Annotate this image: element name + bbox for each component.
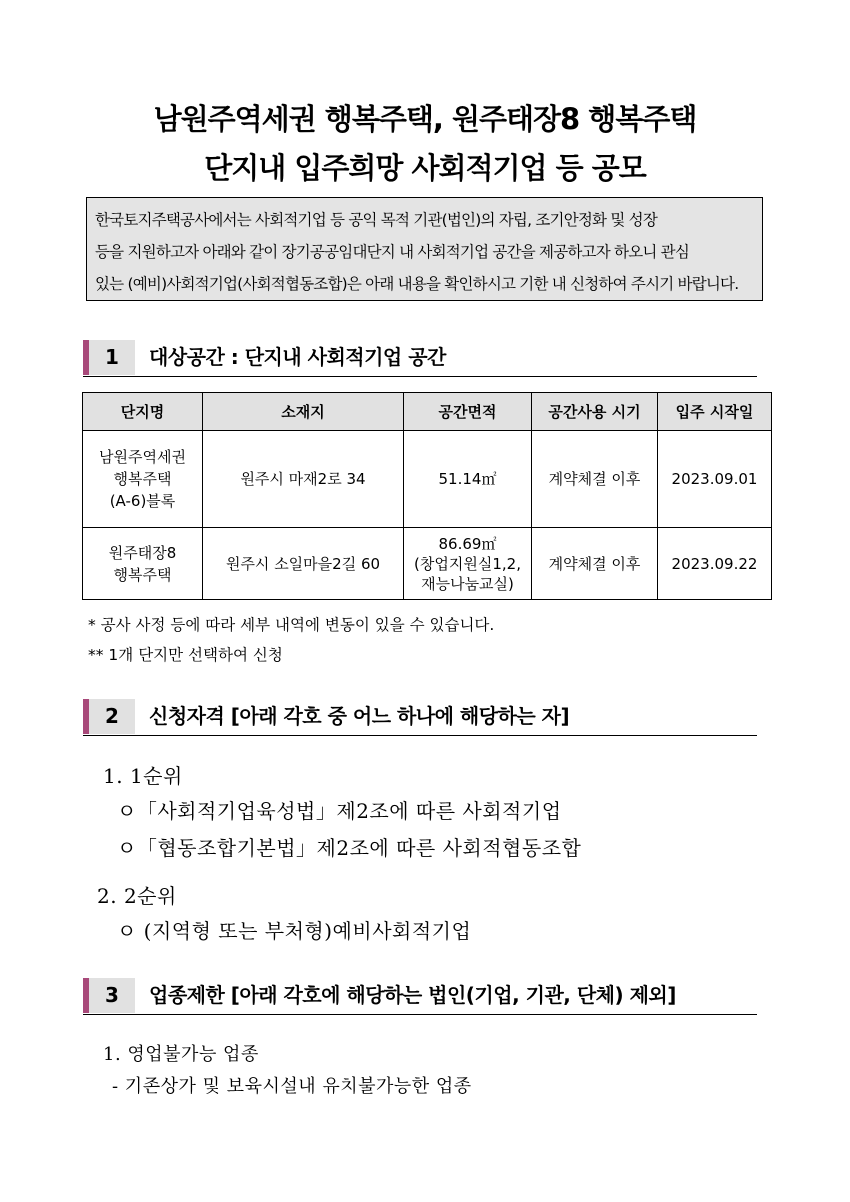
table-row	[83, 528, 772, 600]
section-number: 2	[83, 699, 135, 734]
complex-name-cell: 남원주역세권 행복주택 (A-6)블록	[83, 431, 203, 528]
column-header: 입주 시작일	[658, 393, 772, 431]
table-row	[83, 431, 772, 528]
target-space-table	[82, 392, 772, 600]
document-title-line2: 단지내 입주희망 사회적기업 등 공모	[204, 151, 646, 185]
section-2-header	[83, 699, 757, 736]
usage-period-cell: 계약체결 이후	[532, 431, 658, 528]
complex-name-cell: 원주태장8 행복주택	[83, 528, 203, 600]
section-3-header	[83, 978, 757, 1015]
table-note: * 공사 사정 등에 따라 세부 내역에 변동이 있을 수 있습니다.	[88, 616, 495, 634]
qualification-item: ㅇ「사회적기업육성법」제2조에 따른 사회적기업	[117, 799, 562, 823]
address-cell: 원주시 마재2로 34	[203, 431, 404, 528]
intro-box	[86, 197, 763, 301]
column-header: 소재지	[203, 393, 404, 431]
restriction-item: - 기존상가 및 보육시설내 유치불가능한 업종	[112, 1076, 472, 1097]
restriction-item: 1. 영업불가능 업종	[103, 1044, 259, 1065]
section-title: 업종제한 [아래 각호에 해당하는 법인(기업, 기관, 단체) 제외]	[149, 983, 676, 1007]
section-number: 1	[83, 340, 135, 375]
move-in-date-cell: 2023.09.01	[658, 431, 772, 528]
intro-line: 등을 지원하고자 아래와 같이 장기공공임대단지 내 사회적기업 공간을 제공하고자 하오니 관심	[95, 243, 690, 261]
move-in-date-cell: 2023.09.22	[658, 528, 772, 600]
column-header: 단지명	[83, 393, 203, 431]
section-1-header	[83, 340, 757, 377]
qualification-item: ㅇ (지역형 또는 부처형)예비사회적기업	[117, 919, 472, 943]
column-header: 공간면적	[404, 393, 532, 431]
section-title: 신청자격 [아래 각호 중 어느 하나에 해당하는 자]	[149, 704, 570, 728]
intro-line: 있는 (예비)사회적기업(사회적협동조합)은 아래 내용을 확인하시고 기한 내 신청하여 주시기 바랍니다.	[95, 275, 739, 293]
column-header: 공간사용 시기	[532, 393, 658, 431]
table-note: ** 1개 단지만 선택하여 신청	[88, 646, 283, 664]
section-title: 대상공간 : 단지내 사회적기업 공간	[149, 345, 446, 369]
usage-period-cell: 계약체결 이후	[532, 528, 658, 600]
area-cell: 51.14㎡	[404, 431, 532, 528]
section-number: 3	[83, 978, 135, 1013]
qualification-item: ㅇ「협동조합기본법」제2조에 따른 사회적협동조합	[117, 836, 582, 860]
table-header-row	[83, 393, 772, 431]
area-cell: 86.69㎡ (창업지원실1,2, 재능나눔교실)	[404, 528, 532, 600]
qualification-item: 1. 1순위	[103, 764, 183, 788]
document-title-line1: 남원주역세권 행복주택, 원주태장8 행복주택	[153, 102, 697, 136]
address-cell: 원주시 소일마을2길 60	[203, 528, 404, 600]
intro-line: 한국토지주택공사에서는 사회적기업 등 공익 목적 기관(법인)의 자립, 조기안정화 및 성장	[95, 211, 657, 229]
qualification-item: 2. 2순위	[97, 884, 177, 908]
